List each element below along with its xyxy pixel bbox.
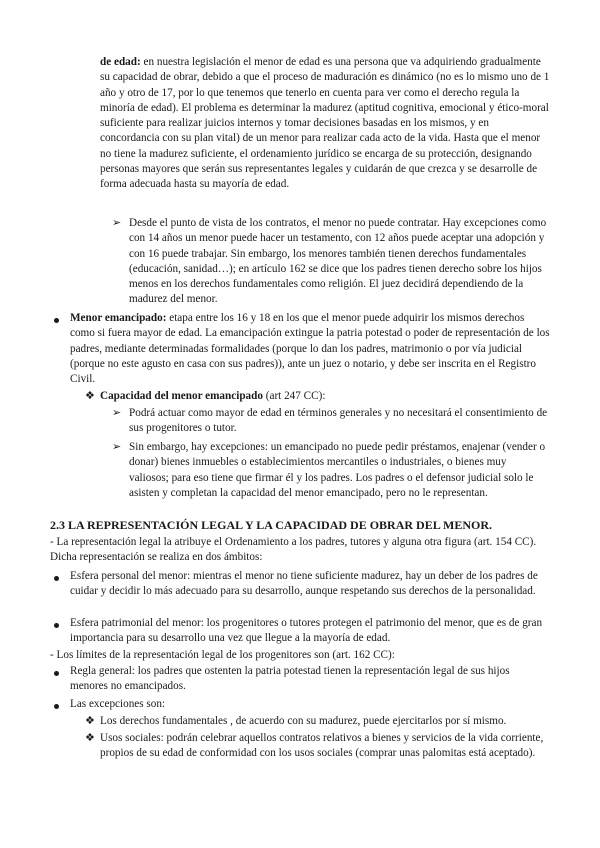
paragraph-minor-of-age <box>100 55 550 193</box>
diamond-bullet-icon: ❖ <box>85 715 95 727</box>
diamond-bullet-icon: ❖ <box>85 390 95 402</box>
bullet-esfera-personal: Esfera personal del menor: mientras el menor no tiene suficiente madurez, hay un deber de los padres de cuidar y decidir lo más adecuado para su desarrollo, aunque respetando sus derechos de la personalidad. <box>70 570 538 598</box>
intro-paragraph: - La representación legal la atribuye el Ordenamiento a los padres, tutores y alguna otra figura (art. 154 CC). Dicha representación se realiza en dos ámbitos: <box>50 536 537 564</box>
excepcion-usos-sociales: Usos sociales: podrán celebrar aquellos contratos relativos a bienes y servicios de la vida corriente, propios de su edad de conformidad con los usos sociales (comprar unas palomitas está aceptado). <box>100 732 544 760</box>
section-heading: 2.3 LA REPRESENTACIÓN LEGAL Y LA CAPACIDAD DE OBRAR DEL MENOR. <box>50 518 493 532</box>
arrow-bullet-icon: ➢ <box>112 441 122 453</box>
term-menor-emancipado: Menor emancipado: <box>70 312 167 324</box>
arrow-bullet-icon: ➢ <box>112 407 122 419</box>
bullet-dot-icon <box>54 623 59 628</box>
bullet-regla-general: Regla general: los padres que ostenten la patria potestad tienen la representación legal de sus hijos menores no emancipados. <box>70 665 510 693</box>
term-de-edad: de edad: <box>100 56 141 68</box>
bullet-esfera-patrimonial: Esfera patrimonial del menor: los progenitores o tutores protegen el patrimonio del menor, que es de gran importancia para su desarrollo una vez que llegue a la mayoría de edad. <box>70 617 543 645</box>
text-de-edad: en nuestra legislación el menor de edad es una persona que va adquiriendo gradualmente su capacidad de obrar, debido a que el proceso de maduración es dinámico (no es lo mismo uno de 1 año y otro de 17, por lo que tenemos que tenerlo en cuenta para ver como el derecho regula la minoría de edad). El problema es determinar la madurez (aptitud cognitiva, emocional y ético-moral suficiente para realizar juicios internos y tomar decisiones basadas en los mismos, y en concordancia con su plan vital) de un menor para realizar cada acto de la vida. Hasta que el menor no tiene la madurez suficiente, el ordenamiento jurídico se encarga de su protección, designando personas mayores que serán sus representantes legales y cuidarán de que crezca y se desarrolle de forma adecuada hasta su mayoría de edad. <box>100 56 550 191</box>
arrow-item-capacidad-1: Podrá actuar como mayor de edad en términos generales y no necesitará el consentimiento de sus progenitores o tutor. <box>129 407 548 435</box>
bullet-dot-icon <box>54 318 59 323</box>
bullet-menor-emancipado <box>70 311 550 387</box>
bullet-dot-icon <box>54 704 59 709</box>
arrow-item-capacidad-2: Sin embargo, hay excepciones: un emancipado no puede pedir préstamos, enajenar (vender o donar) bienes inmuebles o establecimientos mercantiles o industriales, o bienes muy valiosos; para eso tiene que firmar él y los padres. Los padres o el defensor judicial solo le asisten y completan la capacidad del menor emancipado, pero no le representan. <box>129 441 546 499</box>
arrow-item-contratos: Desde el punto de vista de los contratos, el menor no puede contratar. Hay excepciones como con 14 años un menor puede hacer un testamento, con 12 años puede aceptar una adopción y con 16 puede trabajar. Sin embargo, los menores también tienen derechos fundamentales (educación, sanidad…); en artículo 162 se dice que los padres tienen derecho sobre los hijos menos en los derechos fundamentales como religión. El juez decidirá dependiendo de la madurez del menor. <box>129 217 547 306</box>
bullet-dot-icon <box>54 576 59 581</box>
text-menor-emancipado: etapa entre los 16 y 18 en los que el menor puede adquirir los mismos derechos como si fuera mayor de edad. La emancipación extingue la patria potestad o poder de representación de los padres, mediante determinadas formalidades (porque lo dan los padres, matrimonio o por vía judicial (porque no este agusto en casa con sus padres)), ante un juez o notario, y debe ser inscrita en el Registro Civil. <box>70 312 550 386</box>
arrow-bullet-icon: ➢ <box>112 217 122 229</box>
bullet-excepciones: Las excepciones son: <box>70 698 166 710</box>
bullet-dot-icon <box>54 671 59 676</box>
limites-paragraph: - Los límites de la representación legal de los progenitores son (art. 162 CC): <box>50 649 395 661</box>
text-capacidad: (art 247 CC): <box>262 390 326 402</box>
diamond-bullet-icon: ❖ <box>85 732 95 744</box>
sub-item-capacidad <box>100 389 550 404</box>
excepcion-derechos: Los derechos fundamentales , de acuerdo con su madurez, puede ejercitarlos por sí mismo. <box>100 715 507 727</box>
term-capacidad: Capacidad del menor emancipado <box>100 390 263 402</box>
